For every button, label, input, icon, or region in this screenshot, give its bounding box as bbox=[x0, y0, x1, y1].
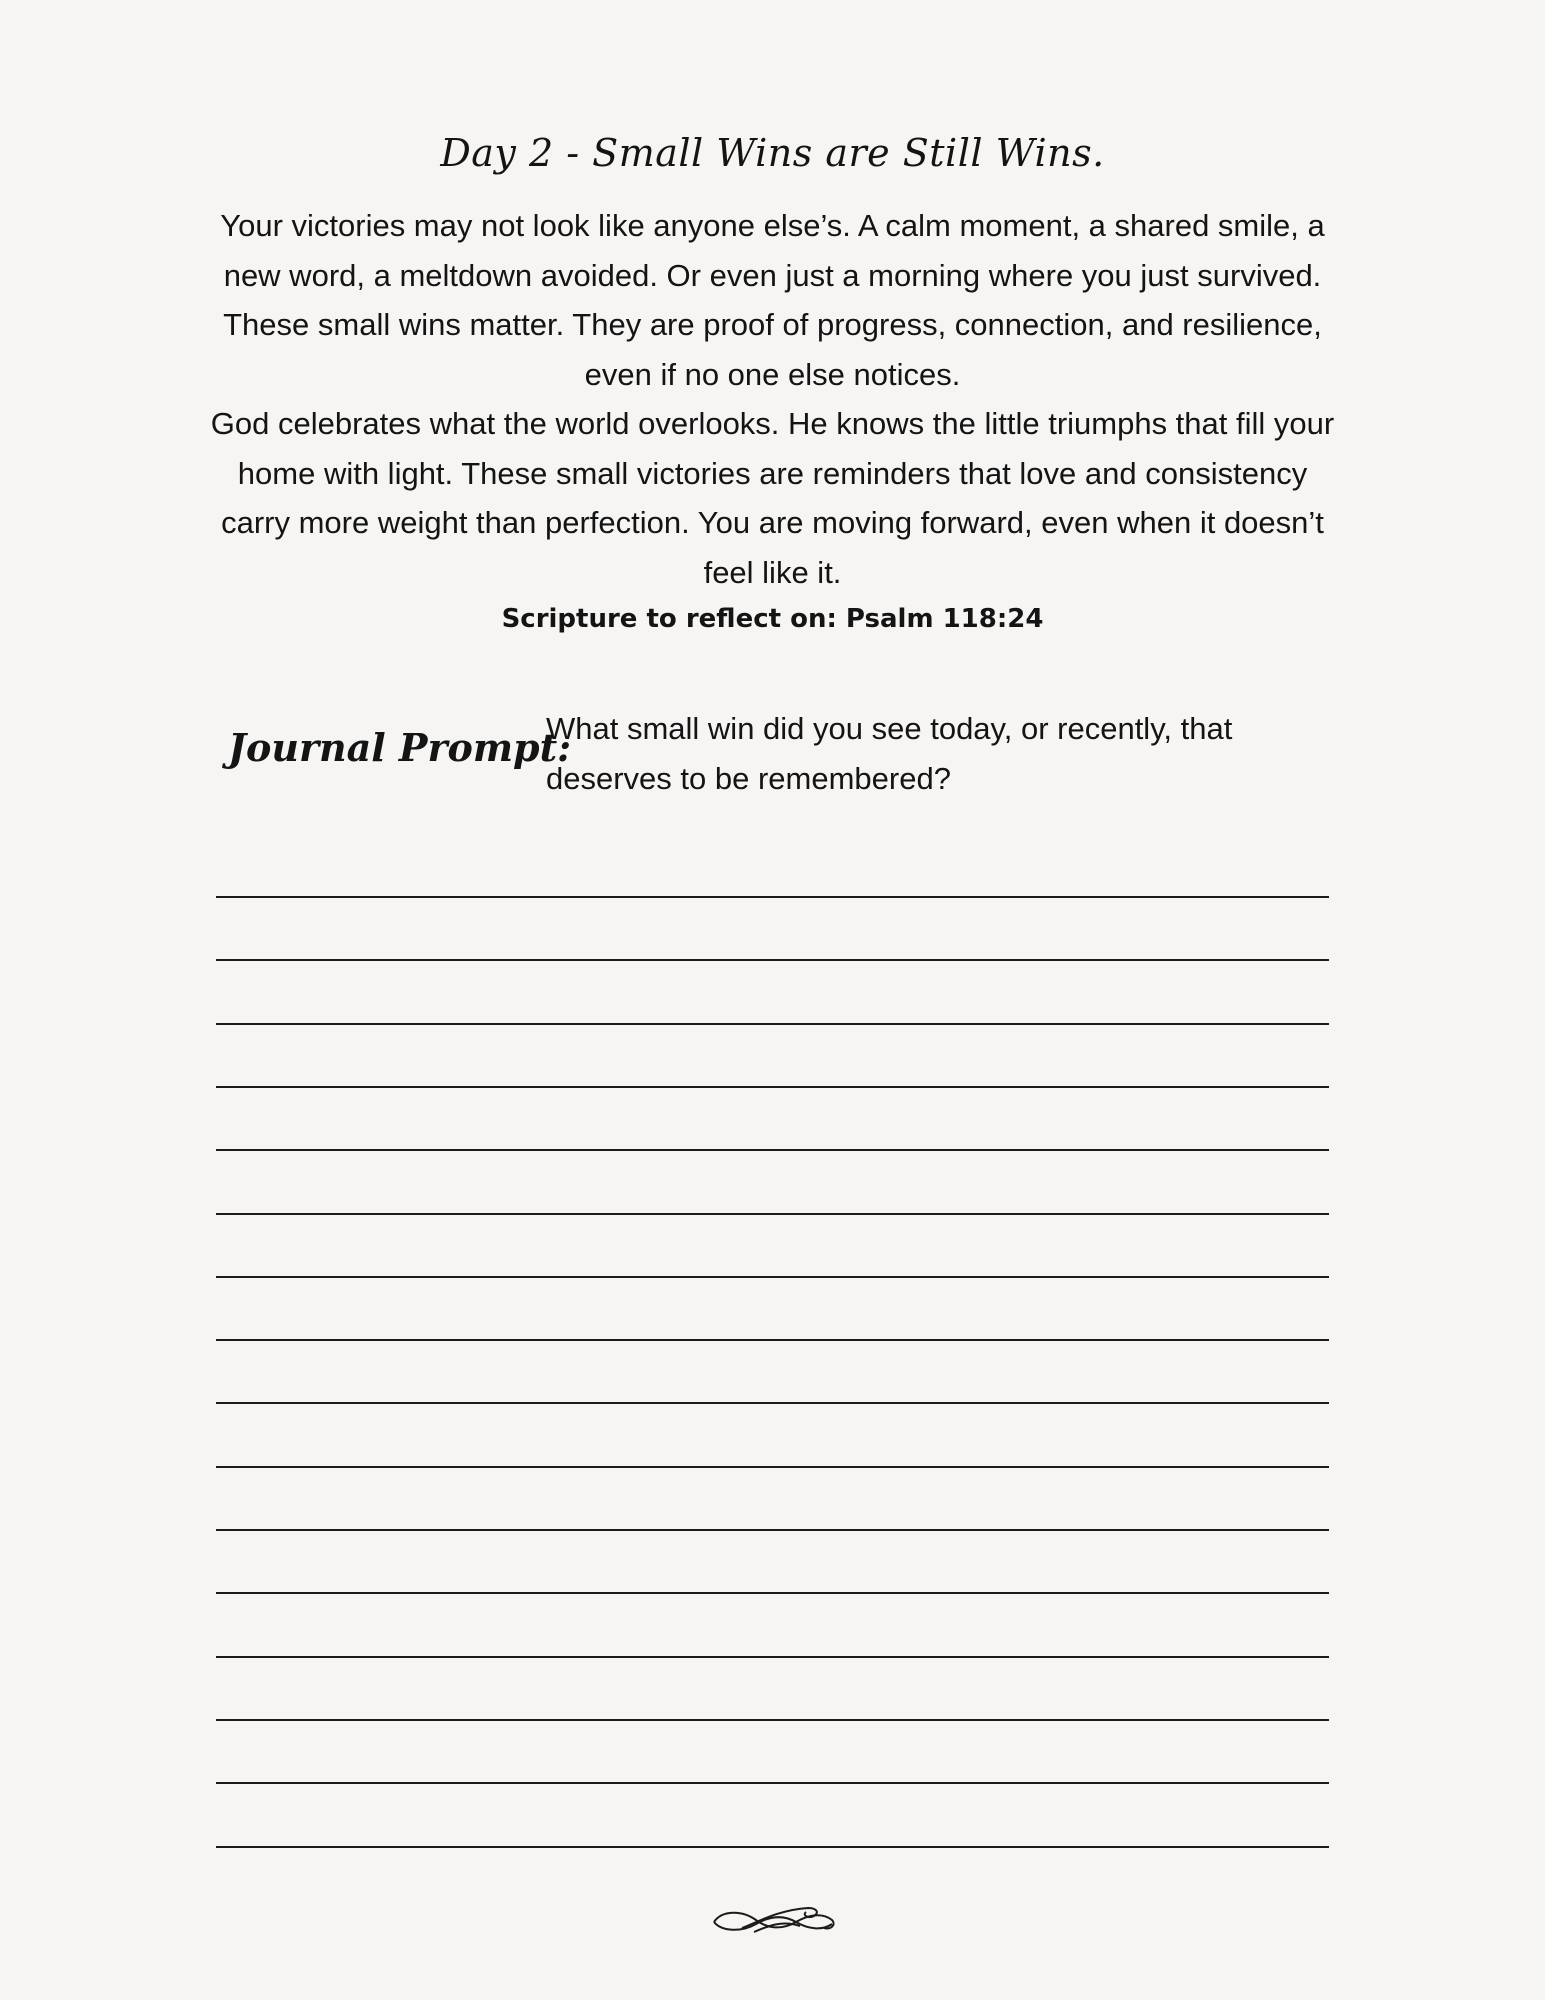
writing-line bbox=[216, 1276, 1329, 1278]
writing-line bbox=[216, 1402, 1329, 1404]
writing-line bbox=[216, 1656, 1329, 1658]
writing-line bbox=[216, 896, 1329, 898]
writing-line bbox=[216, 1213, 1329, 1215]
writing-line bbox=[216, 1339, 1329, 1341]
writing-line bbox=[216, 1466, 1329, 1468]
page-title: Day 2 - Small Wins are Still Wins. bbox=[440, 131, 1105, 175]
writing-line bbox=[216, 1719, 1329, 1721]
journal-prompt-label: Journal Prompt: bbox=[228, 725, 572, 770]
writing-line bbox=[216, 1023, 1329, 1025]
writing-line bbox=[216, 1086, 1329, 1088]
writing-line bbox=[216, 1149, 1329, 1151]
writing-line bbox=[216, 1592, 1329, 1594]
journal-prompt-question: What small win did you see today, or recently, that deserves to be remembered? bbox=[546, 711, 1233, 796]
writing-line bbox=[216, 959, 1329, 961]
writing-line bbox=[216, 1782, 1329, 1784]
devotional-paragraph-1: Your victories may not look like anyone else’s. A calm moment, a shared smile, a new word, a meltdown avoided. Or even just a morning where you just survived. These small wins matter. They are proof of progress, connection, and resilience, even if no one else notices. bbox=[220, 208, 1325, 392]
writing-area bbox=[216, 0, 1329, 2000]
writing-line bbox=[216, 1846, 1329, 1848]
flourish-ornament-icon bbox=[708, 1900, 838, 1942]
devotional-paragraph-2: God celebrates what the world overlooks. He knows the little triumphs that fill your home with light. These small victories are reminders that love and consistency carry more weight than perfection. You are moving forward, even when it doesn’t feel like it. bbox=[210, 406, 1335, 590]
writing-line bbox=[216, 1529, 1329, 1531]
scripture-reference: Scripture to reflect on: Psalm 118:24 bbox=[501, 604, 1044, 634]
